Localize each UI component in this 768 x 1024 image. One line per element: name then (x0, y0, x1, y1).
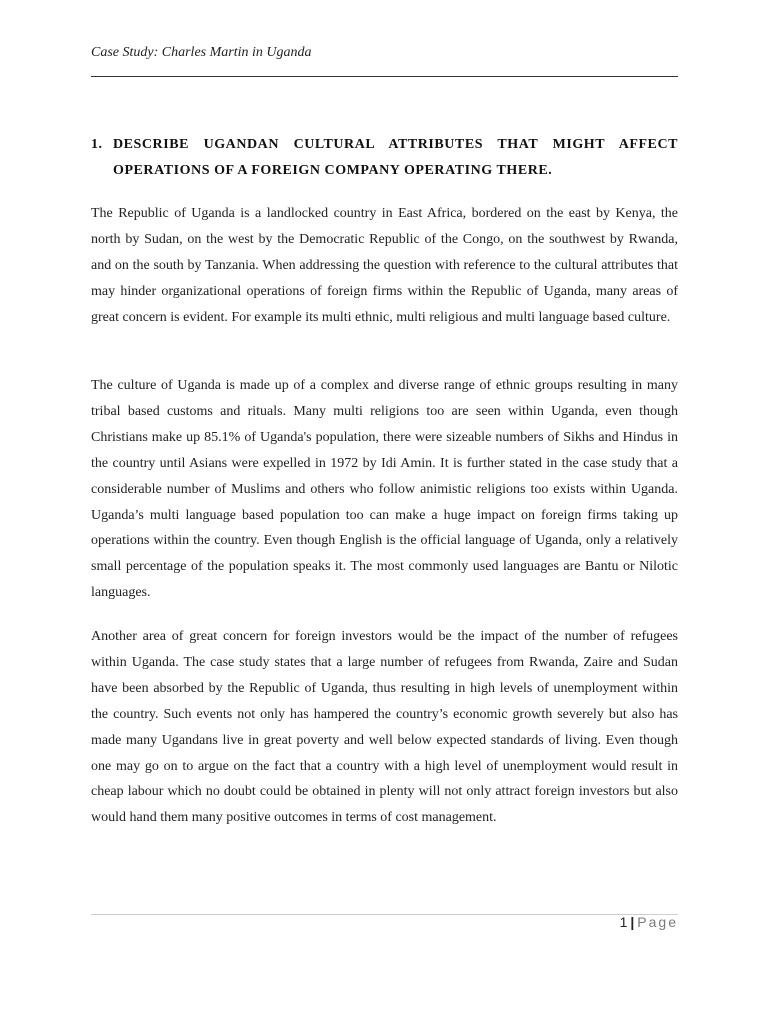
footer-separator: | (630, 914, 635, 930)
section-heading-text: DESCRIBE UGANDAN CULTURAL ATTRIBUTES THAT MIGHT AFFECT OPERATIONS OF A FOREIGN COMPANY OPERATING THERE. (113, 137, 678, 178)
body-paragraph-2: The culture of Uganda is made up of a complex and diverse range of ethnic groups resulting in many tribal based customs and rituals. Many multi religions too are seen within Uganda, even though Christians make up 85.1% of Uganda's population, there were sizeable numbers of Sikhs and Hindus in the country until Asians were expelled in 1972 by Idi Amin. It is further stated in the case study that a considerable number of Muslims and others who follow animistic religions too exists within Uganda. Uganda’s multi language based population too can make a huge impact on foreign firms taking up operations within the country. Even though English is the official language of Uganda, only a relatively small percentage of the population speaks it. The most commonly used languages are Bantu or Nilotic languages. (91, 378, 678, 601)
page-number: 1 (619, 914, 628, 930)
section-heading (91, 132, 678, 184)
page-label: Page (637, 914, 678, 930)
footer-divider (91, 914, 678, 915)
section-number: 1. (91, 137, 103, 152)
running-header: Case Study: Charles Martin in Uganda (91, 45, 312, 60)
body-paragraph-1: The Republic of Uganda is a landlocked country in East Africa, bordered on the east by Kenya, the north by Sudan, on the west by the Democratic Republic of the Congo, on the southwest by Rwanda, and on the south by Tanzania. When addressing the question with reference to the cultural attributes that may hinder organizational operations of foreign firms within the Republic of Uganda, many areas of great concern is evident. For example its multi ethnic, multi religious and multi language based culture. (91, 206, 678, 325)
body-paragraph-3: Another area of great concern for foreign investors would be the impact of the number of refugees within Uganda. The case study states that a large number of refugees from Rwanda, Zaire and Sudan have been absorbed by the Republic of Uganda, thus resulting in high levels of unemployment within the country. Such events not only has hampered the country’s economic growth severely but also has made many Ugandans live in great poverty and well below expected standards of living. Even though one may go on to argue on the fact that a country with a high level of unemployment would result in cheap labour which no doubt could be obtained in plenty will not only attract foreign investors but also would hand them many positive outcomes in terms of cost management. (91, 629, 678, 826)
header-divider (91, 76, 678, 77)
page-footer (620, 914, 678, 930)
